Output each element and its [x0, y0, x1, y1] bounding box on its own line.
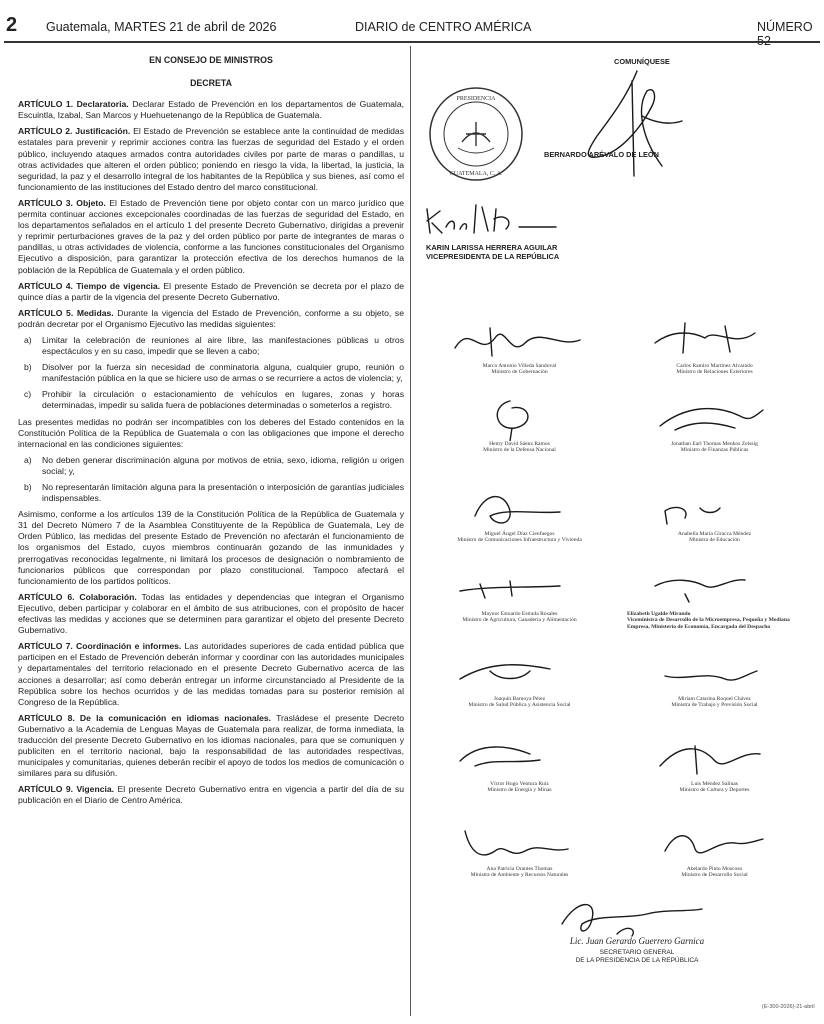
minister-signature-block	[627, 736, 802, 794]
minister-signature	[645, 821, 785, 866]
minister-name: Ana Patricia Orantes Thomas	[486, 866, 553, 872]
minister-title: Ministro de Desarrollo Social	[681, 872, 748, 879]
minister-signature-block	[627, 318, 802, 376]
minister-title: Ministro de Salud Pública y Asistencia Social	[468, 702, 571, 709]
vp-title: VICEPRESIDENTA DE LA REPÚBLICA	[426, 252, 560, 261]
minister-name: Abelardo Pinto Moscoso	[686, 866, 743, 872]
minister-signature	[645, 736, 785, 781]
minister-signature	[450, 651, 590, 696]
minister-title: Ministro de Energía y Minas	[487, 787, 552, 794]
minister-name: Maynor Estuardo Estrada Rosales	[481, 611, 558, 617]
newspaper-title: DIARIO de CENTRO AMÉRICA	[355, 20, 532, 34]
article-5: ARTÍCULO 5. Medidas. Durante la vigencia del Estado de Prevención, conforme a su objeto, se podrán decretar por el Organismo Ejecutivo las medidas siguientes:	[18, 307, 404, 329]
minister-signature	[645, 566, 785, 611]
minister-signature-block	[627, 396, 802, 454]
minister-title: Ministra de Ambiente y Recursos Naturales	[470, 872, 569, 879]
list-item: a) Limitar la celebración de reuniones al aire libre, las manifestaciones públicas u otros espectáculos y en su caso, impedir que se lleven a cabo;	[24, 334, 404, 357]
header-divider	[4, 41, 820, 43]
secretary-name: Lic. Juan Gerardo Guerrero Garnica	[569, 936, 705, 946]
article-5-close: Asimismo, conforme a los artículos 139 de la Constitución Política de la República de Guatemala y 31 del Decreto Número 7 de la Asamblea Constituyente de la República de Guatemala, Ley de Orden Público, las medidas del presente Estado de Prevención no afectarán el funcionamiento de los organismos del Estado, cuyos miembros continuarán gozando de las inmunidades y prerrogativas reconocidas legalmente, ni limitará los procesos de designación o nombramiento de funcionarios públicos que correspondan por plazo constitucional. Tampoco afectará el funcionamiento de los partidos políticos.	[18, 509, 404, 586]
minister-name: Carlos Ramiro Martínez Alvarado	[676, 363, 753, 369]
minister-name: Víctor Hugo Ventura Ruiz	[490, 781, 549, 787]
minister-signature-block	[432, 651, 607, 709]
council-heading: EN CONSEJO DE MINISTROS	[149, 55, 273, 65]
minister-signature	[450, 396, 590, 441]
column-divider	[410, 46, 411, 1016]
minister-title: Ministra de Educación	[689, 537, 740, 544]
minister-name: Joaquín Barnoya Pérez	[493, 696, 546, 702]
minister-signature	[450, 486, 590, 531]
president-signature	[542, 66, 692, 186]
minister-signature-block	[432, 486, 607, 544]
issue-number: NÚMERO	[757, 20, 813, 34]
page-number: 2	[6, 14, 18, 36]
president-name: BERNARDO ARÉVALO DE LEÓN	[544, 150, 659, 159]
minister-name: Miriam Catarina Roquel Chávez	[678, 696, 751, 702]
minister-name: Luis Méndez Salinas	[691, 781, 738, 787]
article-3: ARTÍCULO 3. Objeto. El Estado de Prevención tiene por objeto contar con un marco jurídico que permita continuar acciones excepcionales coordinadas de las fuerzas de seguridad del Estado, en los departamentos señalados en el artículo 1 del presente Decreto Gubernativo, dirigidas a prevenir y reprimir perturbaciones graves de la paz y del orden público por parte de integrantes de maras o pandillas, u otras actividades de violencia, conforme a las funciones constitucionales del Organismo Ejecutivo a disposición, para garantizar la protección efectiva de los derechos humanos de la población de la República de Guatemala y el orden público.	[18, 197, 405, 275]
minister-title: Ministra de Trabajo y Previsión Social	[671, 702, 758, 709]
svg-text:GUATEMALA, C. A.: GUATEMALA, C. A.	[449, 171, 503, 177]
minister-signature-block	[627, 486, 802, 544]
minister-signature-block	[627, 821, 802, 879]
minister-name: Anabella María Giracca Méndez	[677, 531, 752, 537]
vp-signature	[424, 201, 564, 241]
issue-date: Guatemala, MARTES 21 de abril de 2026	[46, 20, 277, 34]
list-item: b) Disolver por la fuerza sin necesidad de conminatoria alguna, cualquier grupo, reunión o manifestación pública en la que se hiciere uso de armas o se recurriere a actos de violencia; y,	[24, 362, 404, 384]
minister-signature	[450, 318, 590, 363]
minister-signature-block	[432, 821, 607, 879]
signatures-column	[412, 46, 822, 1024]
decreta-heading: DECRETA	[190, 78, 232, 89]
minister-title: Ministro de Comunicaciones Infraestructura y Vivienda	[457, 537, 582, 544]
minister-signature-block	[432, 396, 607, 454]
minister-signature	[645, 396, 785, 441]
secretary-title-1: SECRETARIO GENERAL	[599, 949, 675, 956]
list-item: b) No representarán limitación alguna para la presentación o interposición de garantías judiciales indispensables.	[24, 482, 404, 504]
minister-title: Ministro de Finanzas Públicas	[680, 447, 749, 454]
page-header	[0, 0, 824, 40]
article-7: ARTÍCULO 7. Coordinación e informes. Las autoridades superiores de cada entidad pública que participen en el Estado de Prevención deberán informar y coordinar con las autoridades municipales y departamentales del territorio relacionado en el presente Decreto Gubernativo acerca de las acciones a desarrollar; así como deberán entregar un informe circunstanciado al Presidente de la República sobre los hechos ocurridos y de las medidas tomadas para su posterior remisión al Congreso de la República.	[18, 641, 404, 707]
svg-text:PRESIDENCIA: PRESIDENCIA	[456, 96, 496, 102]
minister-signature-block	[432, 736, 607, 794]
minister-signature	[450, 566, 590, 611]
article-2: ARTÍCULO 2. Justificación. El Estado de Prevención se establece ante la continuidad de medidas estatales para prevenir y reprimir acciones contra las fuerzas de seguridad del Estado y el orden público, incluyendo ataques armados contra autoridades civiles por parte de maras o pandillas, u otras actividades que alteren el orden público; poniendo en riesgo la vida, la libertad, la justicia, la seguridad, la paz y el desarrollo integral de los habitantes de la República y sus bienes, así como el funcionamiento de las instituciones del Estado dentro del marco constitucional.	[18, 126, 404, 192]
minister-title: Ministro de Gobernación	[491, 369, 548, 376]
minister-title: Ministro de Cultura y Deportes	[679, 787, 750, 794]
minister-signature-block	[432, 566, 607, 624]
minister-signature	[450, 821, 590, 866]
article-5-limits: Las presentes medidas no podrán ser incompatibles con los deberes del Estado contenidos en la Constitución Política de la República de Guatemala o con las obligaciones que impone el derecho internacional en las condiciones siguientes:	[18, 416, 404, 449]
article-8: ARTÍCULO 8. De la comunicación en idiomas nacionales. Trasládese el presente Decreto Gubernativo a la Academia de Lenguas Mayas de Guatemala para realizar, de forma inmediata, la traducción del presente Decreto Gubernativo en los idiomas nacionales, para que se comuniquen y publiciten en el territorio nacional, bajo la responsabilidad de las autoridades respectivas, municipales y comunitarias, quienes deberán recibir el apoyo de todos los medios de comunicación o similares para su difusión.	[18, 712, 405, 779]
minister-signature	[645, 486, 785, 531]
list-item: a) No deben generar discriminación alguna por motivos de etnia, sexo, idioma, religión u origen social; y,	[24, 454, 404, 476]
minister-title: Ministro de Agricultura, Ganadería y Alimentación	[462, 617, 577, 624]
minister-signature-block	[627, 566, 802, 630]
minister-signature	[645, 651, 785, 696]
article-1: ARTÍCULO 1. Declaratoria. Declarar Estado de Prevención en los departamentos de Guatemala, Escuintla, Izabal, San Marcos y Huehuetenango de la República de Guatemala.	[18, 99, 404, 121]
decree-text-column	[18, 55, 404, 812]
minister-name: Henry David Sáenz Ramos	[489, 441, 550, 447]
minister-title: Ministro de la Defensa Nacional	[483, 447, 556, 454]
minister-name: Miguel Ángel Díaz Cienfuegos	[484, 531, 555, 537]
article-9: ARTÍCULO 9. Vigencia. El presente Decreto Gubernativo entra en vigencia a partir del día de su publicación en el Diario de Centro América.	[18, 784, 404, 806]
minister-signature	[450, 736, 590, 781]
minister-signature	[645, 318, 785, 363]
article-6: ARTÍCULO 6. Colaboración. Todas las entidades y dependencias que integran el Organismo Ejecutivo, deben participar y colaborar en el ámbito de sus atribuciones, con el propósito de hacer efectivas las medidas y acciones que se determinen para garantizar el objeto del presente Decreto Gubernativo.	[18, 591, 405, 636]
vp-name: KARIN LARISSA HERRERA AGUILAR	[426, 243, 558, 252]
secretary-title-2: DE LA PRESIDENCIA DE LA REPÚBLICA	[575, 957, 699, 964]
minister-name: Jonathan Earl Thomas Menkos Zeissig	[671, 441, 758, 447]
article-4: ARTÍCULO 4. Tiempo de vigencia. El presente Estado de Prevención se decreta por el plazo de quince días a partir de la vigencia del presente Decreto Gubernativo.	[18, 280, 404, 302]
minister-signature-block	[432, 318, 607, 376]
list-item: c) Prohibir la circulación o estacionamiento de vehículos en lugares, zonas y horas determinadas, impedir su salida fuera de poblaciones determinadas o someterlos a registro.	[24, 389, 404, 411]
minister-signature-block	[627, 651, 802, 709]
footer-code: (E-300-2026)-21-abril	[762, 1004, 815, 1010]
minister-title: Viceministra de Desarrollo de la Microempresa, Pequeña y Mediana Empresa, Ministerio de Economía, Encargada del Despacho	[627, 617, 790, 630]
presidency-seal-icon	[426, 84, 526, 184]
minister-title: Ministro de Relaciones Exteriores	[676, 369, 753, 376]
comuniquese-label: COMUNÍQUESE	[614, 57, 670, 66]
minister-name: Elizabeth Ugalde Mirando	[627, 611, 691, 617]
minister-name: Marco Antonio Villeda Sandoval	[482, 363, 557, 369]
